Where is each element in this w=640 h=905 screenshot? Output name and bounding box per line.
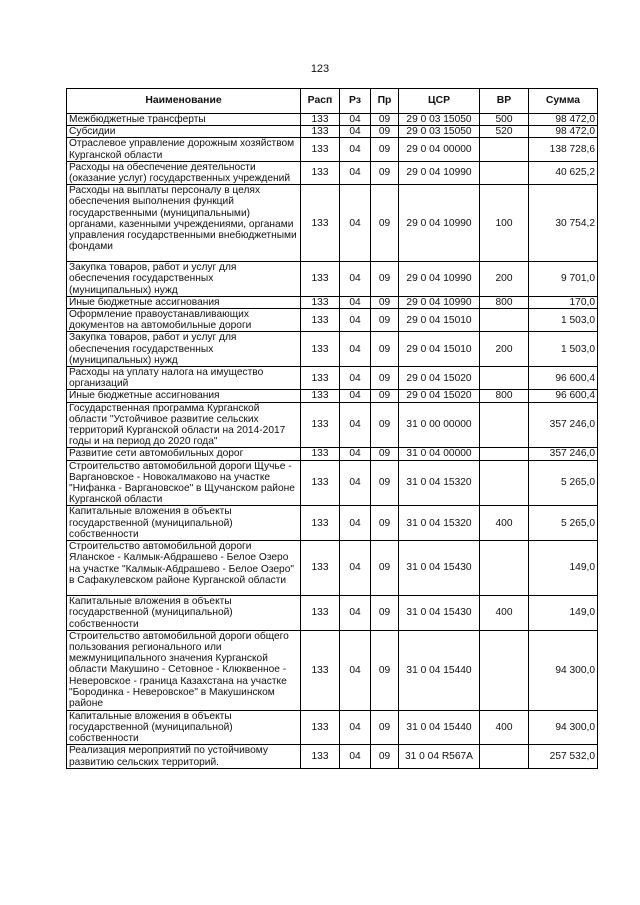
table-row (67, 630, 598, 710)
row-vr-cell: 400 (480, 506, 529, 541)
row-pr-cell: 09 (371, 262, 399, 297)
table-row (67, 448, 598, 460)
row-sum-cell: 138 728,6 (529, 138, 598, 161)
row-rz-cell: 04 (340, 262, 371, 297)
table-row (67, 296, 598, 308)
header-rasp: Расп (301, 89, 340, 114)
table-row (67, 460, 598, 506)
row-vr-cell (480, 630, 529, 710)
row-sum-cell: 94 300,0 (529, 710, 598, 745)
row-name-cell: Строительство автомобильной дороги общего пользования регионального или межмуниципального значения Курганской области Макушино - Сетовное - Клюквенное - Неверовское - граница Казахстана на участке "Бородинка - Неверовское" в Макушинском районе (67, 630, 301, 710)
header-name: Наименование (67, 89, 301, 114)
row-pr-cell: 09 (371, 448, 399, 460)
row-sum-cell: 170,0 (529, 296, 598, 308)
row-pr-cell: 09 (371, 460, 399, 506)
table-row (67, 126, 598, 138)
row-csr-cell: 31 0 04 15320 (399, 506, 480, 541)
row-pr-cell: 09 (371, 630, 399, 710)
row-pr-cell: 09 (371, 309, 399, 332)
row-name-cell: Расходы на уплату налога на имущество организаций (67, 367, 301, 390)
row-name-cell: Строительство автомобильной дороги Яланское - Калмык-Абдрашево - Белое Озеро на участке "Калмык-Абдрашево - Белое Озеро" в Сафакулевском районе Курганской области (67, 541, 301, 596)
row-vr-cell (480, 448, 529, 460)
row-sum-cell: 5 265,0 (529, 506, 598, 541)
row-vr-cell (480, 745, 529, 768)
row-pr-cell: 09 (371, 161, 399, 184)
row-csr-cell: 31 0 04 00000 (399, 448, 480, 460)
row-vr-cell: 400 (480, 596, 529, 631)
row-vr-cell: 200 (480, 262, 529, 297)
row-rasp-cell: 133 (301, 126, 340, 138)
row-vr-cell: 100 (480, 185, 529, 262)
row-pr-cell: 09 (371, 710, 399, 745)
table-header-row (67, 89, 598, 114)
row-csr-cell: 29 0 04 00000 (399, 138, 480, 161)
row-pr-cell: 09 (371, 332, 399, 367)
row-sum-cell: 1 503,0 (529, 332, 598, 367)
row-csr-cell: 29 0 04 15020 (399, 390, 480, 402)
row-vr-cell (480, 309, 529, 332)
row-vr-cell (480, 138, 529, 161)
row-rz-cell: 04 (340, 309, 371, 332)
table-row (67, 262, 598, 297)
row-sum-cell: 149,0 (529, 596, 598, 631)
row-rz-cell: 04 (340, 448, 371, 460)
row-name-cell: Строительство автомобильной дороги Щучье - Варгановское - Новокалмаково на участке "Нифанка - Варгановское" в Щучанском районе Курганской области (67, 460, 301, 506)
row-pr-cell: 09 (371, 185, 399, 262)
row-rz-cell: 04 (340, 710, 371, 745)
row-pr-cell: 09 (371, 745, 399, 768)
row-name-cell: Иные бюджетные ассигнования (67, 296, 301, 308)
row-vr-cell: 800 (480, 390, 529, 402)
row-name-cell: Расходы на обеспечение деятельности (оказание услуг) государственных учреждений (67, 161, 301, 184)
row-rz-cell: 04 (340, 332, 371, 367)
row-rasp-cell: 133 (301, 596, 340, 631)
row-name-cell: Капитальные вложения в объекты государственной (муниципальной) собственности (67, 596, 301, 631)
table-row (67, 390, 598, 402)
row-vr-cell: 520 (480, 126, 529, 138)
row-pr-cell: 09 (371, 367, 399, 390)
row-sum-cell: 94 300,0 (529, 630, 598, 710)
row-rasp-cell: 133 (301, 630, 340, 710)
row-name-cell: Капитальные вложения в объекты государственной (муниципальной) собственности (67, 710, 301, 745)
row-vr-cell (480, 367, 529, 390)
row-rasp-cell: 133 (301, 262, 340, 297)
row-csr-cell: 31 0 04 15320 (399, 460, 480, 506)
row-csr-cell: 31 0 04 R567A (399, 745, 480, 768)
table-row (67, 138, 598, 161)
row-rz-cell: 04 (340, 161, 371, 184)
row-csr-cell: 29 0 04 15020 (399, 367, 480, 390)
row-name-cell: Капитальные вложения в объекты государственной (муниципальной) собственности (67, 506, 301, 541)
row-name-cell: Субсидии (67, 126, 301, 138)
row-sum-cell: 1 503,0 (529, 309, 598, 332)
row-pr-cell: 09 (371, 541, 399, 596)
row-rasp-cell: 133 (301, 710, 340, 745)
row-name-cell: Развитие сети автомобильных дорог (67, 448, 301, 460)
table-row (67, 367, 598, 390)
row-rasp-cell: 133 (301, 138, 340, 161)
table-row (67, 161, 598, 184)
row-csr-cell: 29 0 04 15010 (399, 332, 480, 367)
row-vr-cell: 200 (480, 332, 529, 367)
row-vr-cell (480, 541, 529, 596)
row-csr-cell: 31 0 04 15440 (399, 630, 480, 710)
row-rz-cell: 04 (340, 390, 371, 402)
row-sum-cell: 98 472,0 (529, 114, 598, 126)
row-sum-cell: 9 701,0 (529, 262, 598, 297)
row-rasp-cell: 133 (301, 402, 340, 448)
row-csr-cell: 29 0 03 15050 (399, 126, 480, 138)
table-row (67, 332, 598, 367)
row-vr-cell (480, 402, 529, 448)
row-csr-cell: 29 0 04 10990 (399, 296, 480, 308)
row-pr-cell: 09 (371, 402, 399, 448)
row-rasp-cell: 133 (301, 114, 340, 126)
row-rz-cell: 04 (340, 114, 371, 126)
row-rasp-cell: 133 (301, 448, 340, 460)
table-row (67, 710, 598, 745)
row-rasp-cell: 133 (301, 745, 340, 768)
row-rz-cell: 04 (340, 506, 371, 541)
row-rz-cell: 04 (340, 185, 371, 262)
row-sum-cell: 5 265,0 (529, 460, 598, 506)
row-name-cell: Закупка товаров, работ и услуг для обеспечения государственных (муниципальных) нужд (67, 332, 301, 367)
row-vr-cell (480, 161, 529, 184)
row-pr-cell: 09 (371, 506, 399, 541)
row-name-cell: Расходы на выплаты персоналу в целях обеспечения выполнения функций государственными (муниципальными) органами, казенными учреждениями, органами управления государственными внебюджетными фондами (67, 185, 301, 262)
row-csr-cell: 29 0 03 15050 (399, 114, 480, 126)
header-vr: ВР (480, 89, 529, 114)
row-name-cell: Закупка товаров, работ и услуг для обеспечения государственных (муниципальных) нужд (67, 262, 301, 297)
row-pr-cell: 09 (371, 390, 399, 402)
row-csr-cell: 31 0 04 15430 (399, 596, 480, 631)
row-vr-cell: 500 (480, 114, 529, 126)
table-row (67, 745, 598, 768)
row-rz-cell: 04 (340, 596, 371, 631)
row-rz-cell: 04 (340, 745, 371, 768)
table-row (67, 596, 598, 631)
row-rasp-cell: 133 (301, 460, 340, 506)
row-rz-cell: 04 (340, 126, 371, 138)
row-csr-cell: 29 0 04 10990 (399, 161, 480, 184)
row-sum-cell: 98 472,0 (529, 126, 598, 138)
row-rasp-cell: 133 (301, 309, 340, 332)
row-rz-cell: 04 (340, 630, 371, 710)
header-pr: Пр (371, 89, 399, 114)
row-rasp-cell: 133 (301, 296, 340, 308)
row-name-cell: Оформление правоустанавливающих документов на автомобильные дороги (67, 309, 301, 332)
row-vr-cell: 800 (480, 296, 529, 308)
row-name-cell: Межбюджетные трансферты (67, 114, 301, 126)
row-csr-cell: 29 0 04 15010 (399, 309, 480, 332)
header-rz: Рз (340, 89, 371, 114)
row-pr-cell: 09 (371, 596, 399, 631)
row-name-cell: Реализация мероприятий по устойчивому развитию сельских территорий. (67, 745, 301, 768)
row-pr-cell: 09 (371, 126, 399, 138)
row-pr-cell: 09 (371, 114, 399, 126)
table-row (67, 541, 598, 596)
row-pr-cell: 09 (371, 296, 399, 308)
row-rasp-cell: 133 (301, 390, 340, 402)
row-sum-cell: 40 625,2 (529, 161, 598, 184)
row-csr-cell: 31 0 04 15440 (399, 710, 480, 745)
row-name-cell: Иные бюджетные ассигнования (67, 390, 301, 402)
row-pr-cell: 09 (371, 138, 399, 161)
table-row (67, 402, 598, 448)
row-rz-cell: 04 (340, 541, 371, 596)
page-number: 123 (310, 63, 330, 75)
row-csr-cell: 29 0 04 10990 (399, 262, 480, 297)
row-rasp-cell: 133 (301, 185, 340, 262)
row-name-cell: Отраслевое управление дорожным хозяйством Курганской области (67, 138, 301, 161)
row-sum-cell: 257 532,0 (529, 745, 598, 768)
row-csr-cell: 31 0 04 15430 (399, 541, 480, 596)
row-rasp-cell: 133 (301, 541, 340, 596)
row-rasp-cell: 133 (301, 332, 340, 367)
row-name-cell: Государственная программа Курганской области "Устойчивое развитие сельских территорий Курганской области на 2014-2017 годы и на период до 2020 года" (67, 402, 301, 448)
table-row (67, 185, 598, 262)
row-rz-cell: 04 (340, 367, 371, 390)
row-rz-cell: 04 (340, 138, 371, 161)
row-sum-cell: 96 600,4 (529, 367, 598, 390)
row-sum-cell: 149,0 (529, 541, 598, 596)
table-row (67, 506, 598, 541)
row-rasp-cell: 133 (301, 161, 340, 184)
table-row (67, 114, 598, 126)
row-vr-cell: 400 (480, 710, 529, 745)
table-row (67, 309, 598, 332)
header-sum: Сумма (529, 89, 598, 114)
row-sum-cell: 30 754,2 (529, 185, 598, 262)
row-rasp-cell: 133 (301, 367, 340, 390)
row-rz-cell: 04 (340, 296, 371, 308)
row-csr-cell: 29 0 04 10990 (399, 185, 480, 262)
row-rz-cell: 04 (340, 402, 371, 448)
budget-table (66, 88, 598, 769)
row-csr-cell: 31 0 00 00000 (399, 402, 480, 448)
row-sum-cell: 357 246,0 (529, 448, 598, 460)
row-sum-cell: 96 600,4 (529, 390, 598, 402)
header-csr: ЦСР (399, 89, 480, 114)
row-rasp-cell: 133 (301, 506, 340, 541)
row-vr-cell (480, 460, 529, 506)
row-sum-cell: 357 246,0 (529, 402, 598, 448)
row-rz-cell: 04 (340, 460, 371, 506)
